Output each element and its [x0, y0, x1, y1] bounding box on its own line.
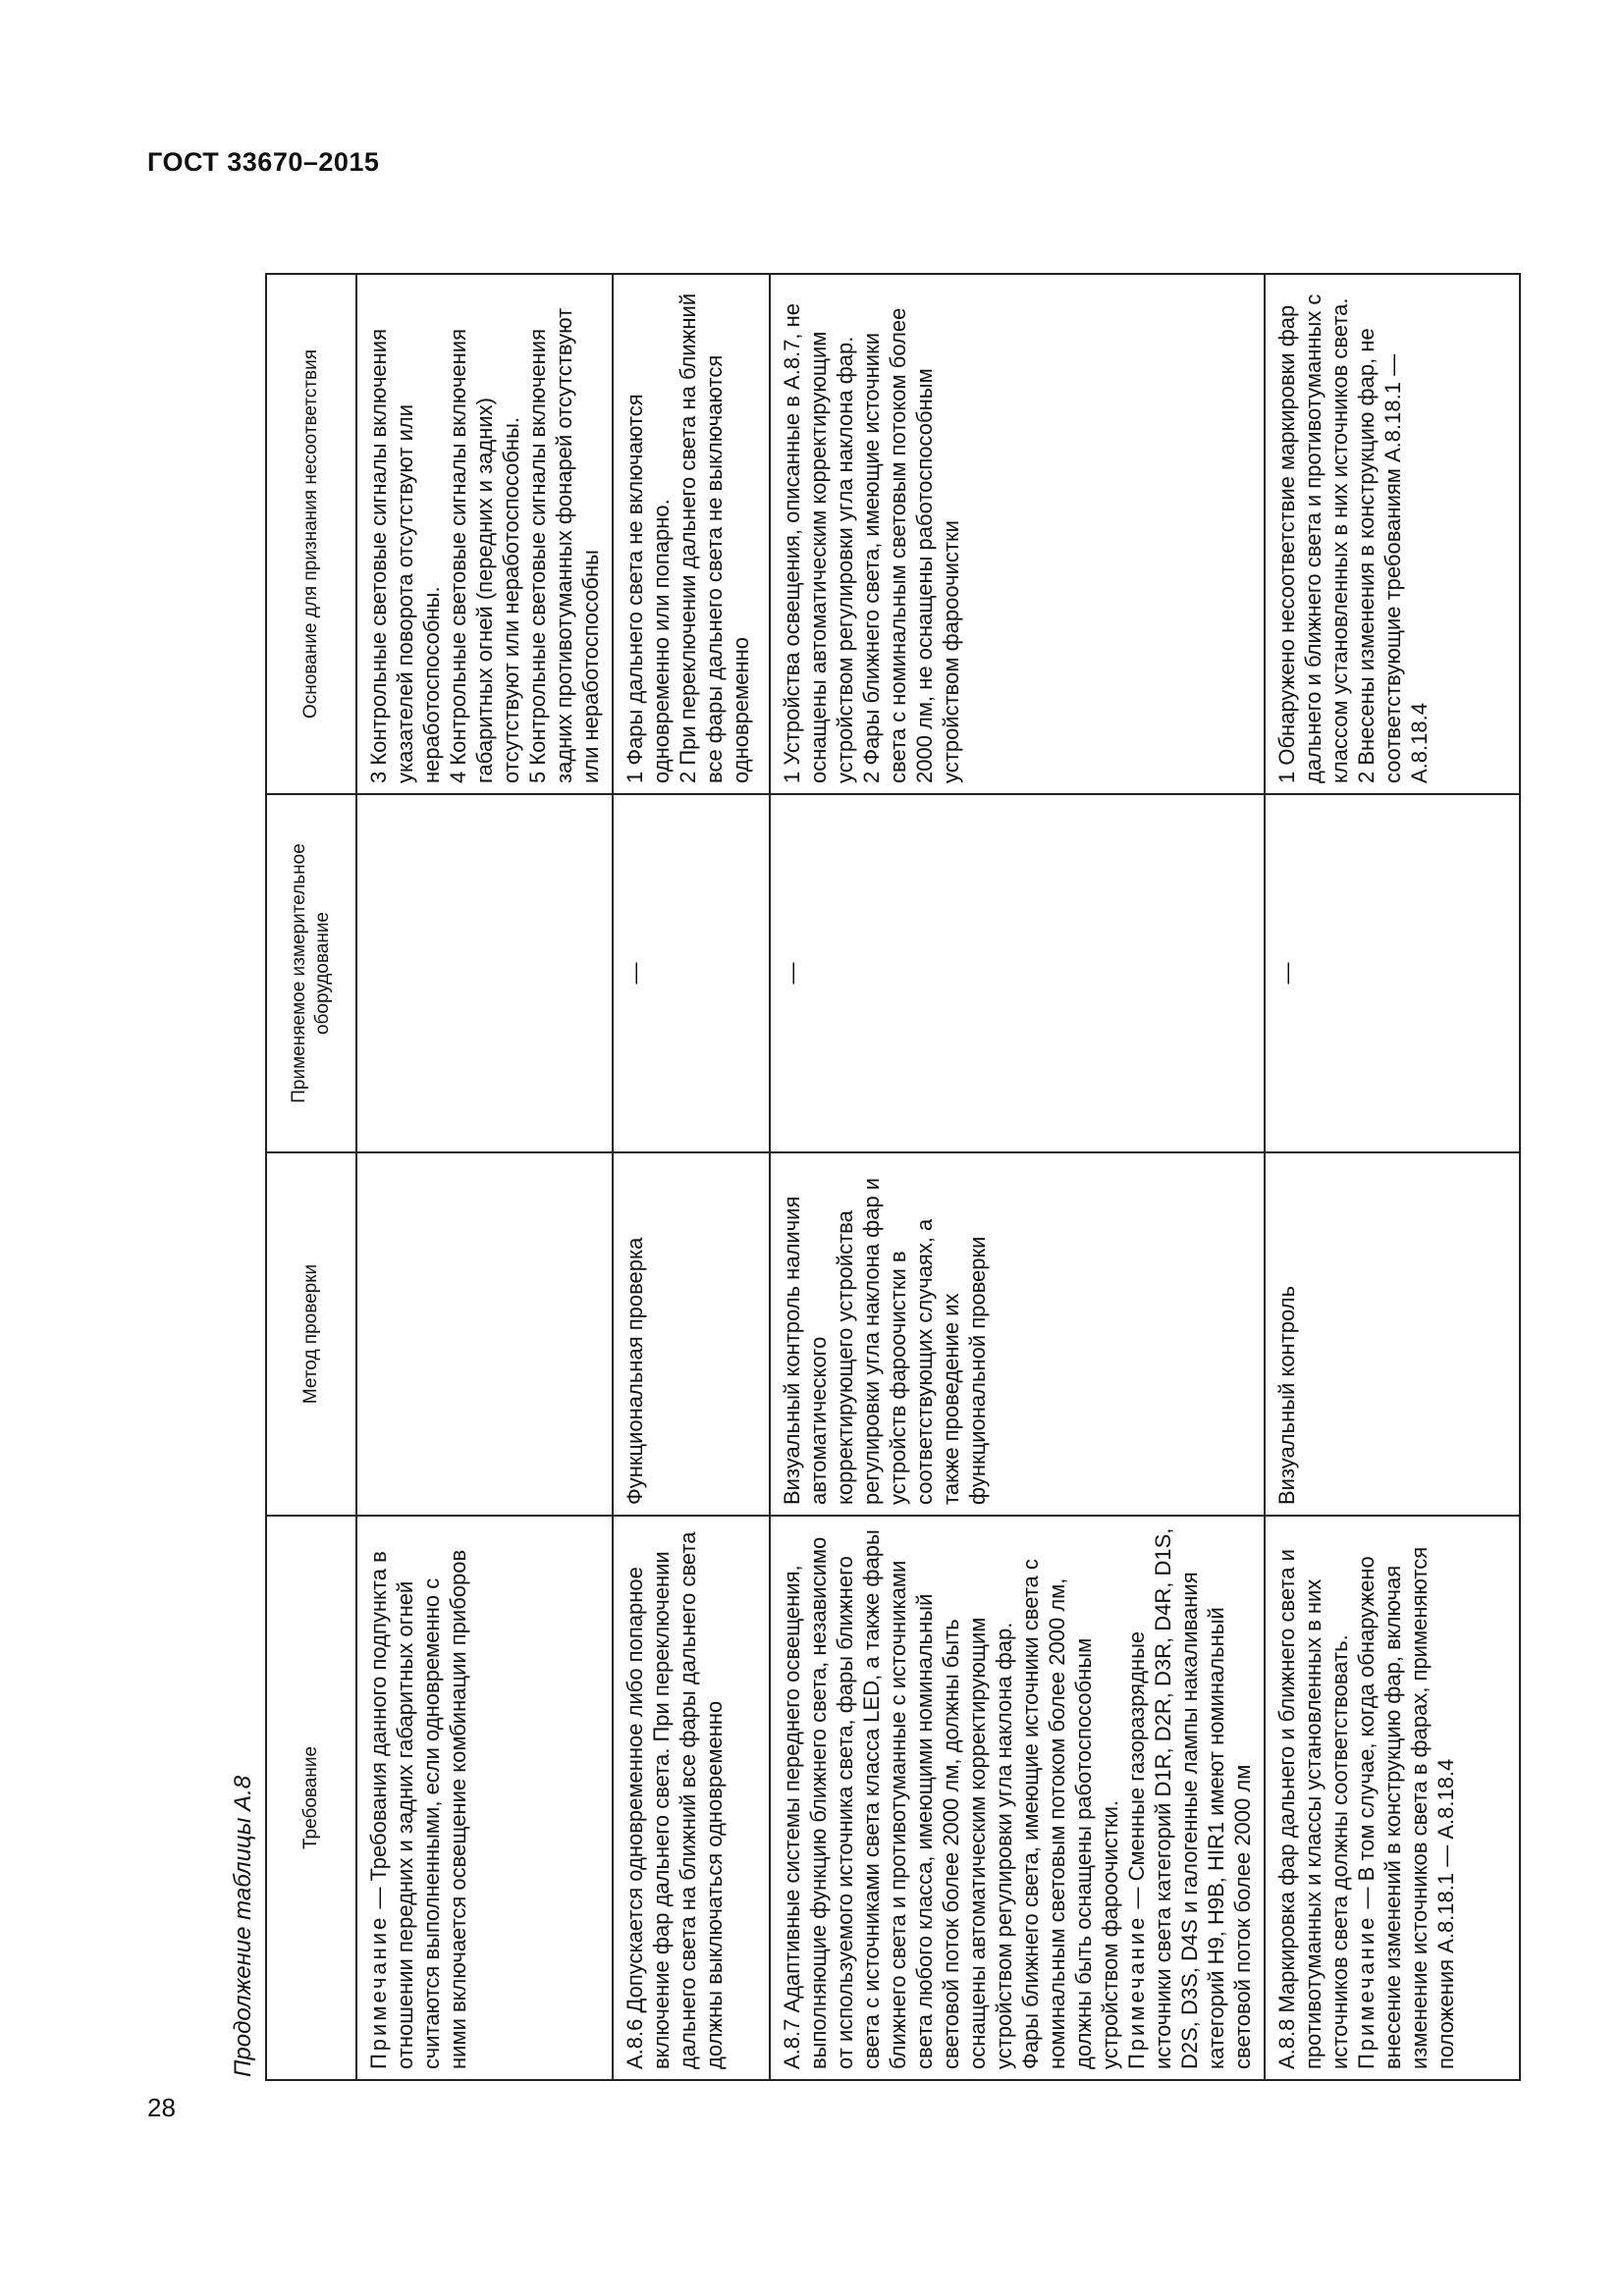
column-header-equipment: Применяемое измерительное оборудование — [266, 794, 356, 1152]
equipment-cell — [356, 794, 613, 1152]
basis-item: 2 При переключении дальнего света на ближний все фары дальнего света не выключаются одновременно — [676, 293, 753, 783]
note-text: — Сменные газоразрядные источники света категорий D1R, D2R, D3R, D4R, D1S, D2S, D3S, D4S и галогенные лампы накаливания категорий H9, H9B, HIR1 имеют номинальный световой поток более 2000 лм — [1124, 1527, 1255, 2069]
basis-item: 1 Устройства освещения, описанные в А.8.7, не оснащены автоматическим корректирующим устройством регулировки угла наклона фар. — [780, 302, 857, 783]
basis-cell — [1265, 274, 1520, 794]
table-caption: Продолжение таблицы А.8 — [230, 1775, 256, 2077]
basis-item: 4 Контрольные световые сигналы включения габаритных огней (передних и задних) отсутствуют или неработоспособны. — [446, 329, 523, 783]
basis-item: 1 Фары дальнего света не включаются одновременно или попарно. — [622, 394, 674, 783]
basis-cell — [613, 274, 770, 794]
basis-item: 5 Контрольные световые сигналы включения задних противотуманных фонарей отсутствуют или неработоспособны — [525, 307, 603, 783]
method-cell: Функциональная проверка — [613, 1152, 770, 1516]
table-row — [356, 274, 613, 2080]
note-label: Примечание — [366, 1914, 391, 2069]
method-cell: Визуальный контроль наличия автоматического корректирующего устройства регулировки угла наклона фар и устройств фароочистки в соответствующих случаях, а также проведение их функциональной проверки — [770, 1152, 1265, 1516]
note-text: — Требования данного подпункта в отношении передних и задних габаритных огней считаются выполненными, если одновременно с ними включается освещение комбинации приборов — [366, 1549, 470, 2069]
column-header-method: Метод проверки — [266, 1152, 356, 1516]
table-row — [1265, 274, 1520, 2080]
method-cell — [356, 1152, 613, 1516]
equipment-cell: — — [1265, 794, 1520, 1152]
requirement-text: А.8.6 Допускается одновременное либо попарное включение фар дальнего света. При переключении дальнего света на ближний все фары дальнего света должны выключаться одновременно — [622, 1531, 727, 2069]
note-text: — В том случае, когда обнаружено внесение изменений в конструкцию фар, включая изменение источников света в фарах, применяются положения А.8.18.1 — А.8.18.4 — [1354, 1546, 1458, 2069]
table-header-row — [266, 274, 356, 2080]
equipment-cell: — — [770, 794, 1265, 1152]
basis-item: 2 Фары ближнего света, имеющие источники света с номинальным световым потоком более 2000 лм, не оснащены работоспособным устройством фароочистки — [859, 307, 963, 783]
note-label: Примечание — [1124, 1914, 1149, 2069]
requirements-table — [265, 273, 1521, 2081]
requirement-cell — [613, 1516, 770, 2080]
table-row — [613, 274, 770, 2080]
equipment-cell: — — [613, 794, 770, 1152]
basis-cell — [356, 274, 613, 794]
document-code: ГОСТ 33670–2015 — [147, 147, 380, 177]
requirement-text: А.8.8 Маркировка фар дальнего и ближнего света и противотуманных и классы установленных в них источников света должны соответствовать. — [1274, 1549, 1352, 2069]
column-header-basis: Основание для признания несоответствия — [266, 274, 356, 794]
column-header-requirement: Требование — [266, 1516, 356, 2080]
basis-item: 1 Обнаружено несоответствие маркировки фар дальнего и ближнего света и противотуманных с классом установленных в них источников света. — [1274, 294, 1352, 783]
requirement-text: А.8.7 Адаптивные системы переднего освещения, выполняющие функцию ближнего света, независимо от используемого источника света, фары ближнего света с источниками света класса LED, а также фары ближнего света и противотуманные с источниками света любого класса, имеющими номинальный световой поток более 2000 лм, должны быть оснащены автоматическим корректирующим устройством регулировки угла наклона фар. — [780, 1529, 1016, 2069]
page-number: 28 — [147, 2093, 176, 2122]
method-cell: Визуальный контроль — [1265, 1152, 1520, 1516]
requirement-cell — [356, 1516, 613, 2080]
basis-cell — [770, 274, 1265, 794]
basis-item: 3 Контрольные световые сигналы включения указателей поворота отсутствуют или неработоспособны. — [366, 329, 444, 783]
note-label: Примечание — [1354, 1914, 1379, 2069]
rotated-table-area — [222, 275, 1458, 2081]
requirement-cell — [1265, 1516, 1520, 2080]
basis-item: 2 Внесены изменения в конструкцию фар, не соответствующие требованиям А.8.18.1 — А.8.18.4 — [1354, 328, 1432, 783]
requirement-cell — [770, 1516, 1265, 2080]
requirement-text: Фары ближнего света, имеющие источники света с номинальным световым потоком более 2000 лм, должны быть оснащены работоспособным устройством фароочистки. — [1018, 1559, 1122, 2069]
table-row — [770, 274, 1265, 2080]
